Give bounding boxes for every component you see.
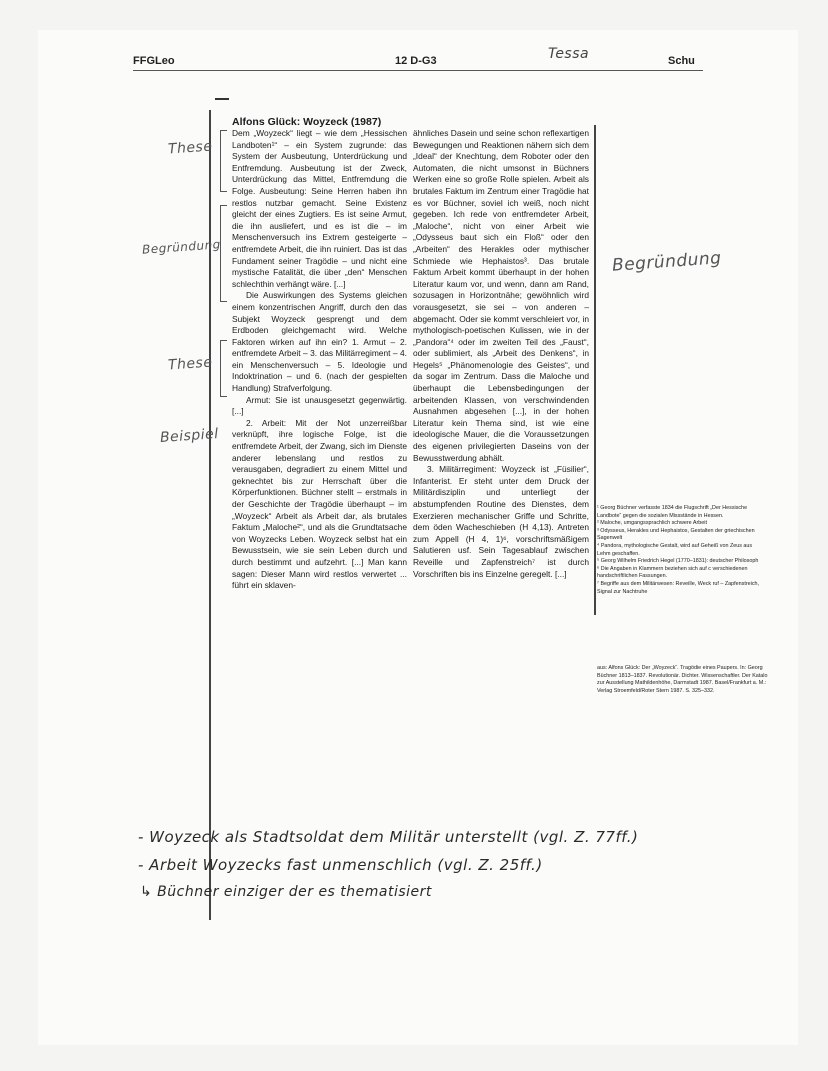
footnote: ⁶ Die Angaben in Klammern beziehen sich auf c verschiedenen handschriftlichen Fassungen. (597, 565, 748, 580)
header-center: 12 D-G3 (395, 55, 437, 67)
margin-line-right (594, 125, 596, 615)
footnote: ⁴ Pandora, mythologische Gestalt, wird auf Geheiß von Zeus aus Lehm geschaffen. (597, 542, 753, 557)
annotation-these-1: These (167, 138, 213, 158)
bottom-note-2: - Arbeit Woyzecks fast unmenschlich (vgl. Z. 25ff.) (138, 856, 543, 874)
article-column-1 (232, 128, 407, 592)
paragraph: 3. Militärregiment: Woyzeck ist „Füsilier“, Infanterist. Er steht unter dem Druck der Militärdisziplin und unterliegt der abstumpfenden Routine des Dienstes, dem Exerzieren mechanischer Griffe und Schritte, dem öden Wacheschieben (H 4,13). Antreten zum Appell (H 4, 1)⁶, vorschriftsmäßigem Salutieren usf. Sein Tagesablauf zwischen Reveille und Zapfenstreich⁷ ist durch Vorschriften bis ins Einzelne geregelt. [...] (413, 464, 589, 579)
article-title: Alfons Glück: Woyzeck (1987) (232, 116, 382, 128)
annotation-beispiel: Beispiel (159, 425, 220, 447)
paragraph: Die Auswirkungen des Systems gleichen einem konzentrischen Angriff, durch den das Subjekt Woyzeck gesprengt und dem Erdboden gleichgemacht wird. Welche Faktoren wirken auf ihn ein? 1. Armut – 2. entfremdete Arbeit – 3. das Militärregiment – 4. ein Menschenversuch – 5. Ideologie und Indoktrination – und 6. (nach der gespielten Handlung) Strafverfolgung. (232, 290, 407, 394)
bracket-begruendung (220, 205, 227, 302)
footnotes (597, 505, 767, 596)
paragraph: 2. Arbeit: Mit der Not unzerreißbar verknüpft, ihre logische Folge, ist die entfremdete Arbeit, der Zwang, sich im Dienste anderer lebenslang und restlos zu verausgaben, degradiert zu einem Mittel und geknechtet bis zur Herrschaft über die Körperfunktionen. Büchner stellt – erstmals in der Geschichte der Tragödie überhaupt – im „Woyzeck“ Arbeit als Arbeit dar, als brutales Faktum „Maloche²“, und als die Grundtatsache von Woyzecks Leben. Woyzeck selbst hat ein Bewusstsein, wie sie sein Leben durch und durch bestimmt und aufzehrt. [...] Man kann sagen: Dieser Mann wird restlos verwertet ... führt ein sklaven- (232, 417, 407, 591)
footnote: ⁵ Georg Wilhelm Friedrich Hegel (1770–1831): deutscher Philosoph (597, 558, 759, 565)
footnote: ¹ Georg Büchner verfasste 1834 die Flugschrift „Der Hessische Landbote“ gegen die sozialen Missstände in Hessen. (597, 505, 748, 519)
paragraph: Dem „Woyzeck“ liegt – wie dem „Hessischen Landboten¹“ – ein System zugrunde: das System der Ausbeutung, Unterdrückung und Entfremdung. Ausbeutung ist der Zweck, Unterdrückung das Mittel, Entfremdung die Folge. Ausbeutung: Seine Herren haben ihn restlos nutzbar gemacht. Seine Existenz gleicht der eines Zugtiers. Es ist seine Armut, die ihn ausliefert, und es ist die – im Menschenversuch ins Extrem gesteigerte – entfremdete Arbeit, die ihn ruiniert. Das ist das Fundament seiner Tragödie – und nicht eine mystische Fatalität, die über „den“ Menschen schlechthin verhängt wäre. [...] (232, 128, 407, 289)
paragraph: ähnliches Dasein und seine schon reflexartigen Bewegungen und Reaktionen nähern sich dem „Ideal“ der Knechtung, dem Roboter oder den Automaten, die nicht umsonst in Büchners Werken eine so große Rolle spielen. Arbeit als brutales Faktum im Zentrum einer Tragödie hat es vor Büchner, soviel ich weiß, noch nicht gegeben. Ich rede von entfremdeter Arbeit, „Maloche“, nicht von einer Arbeit wie „Odysseus baut sich ein Floß“ oder den „Arbeiten“ des Herakles oder mythischer Schmiede wie Hephaistos³. Das brutale Faktum Arbeit kommt überhaupt in der hohen Literatur kaum vor, und wenn, dann am Rand, sozusagen in Horizontnähe; gewöhnlich wird vorausgesetzt, sie sei – von anderen – abgemacht. Oder sie kommt verschleiert vor, in mythologisch-poetischen Kulissen, wie in der „Pandora“⁴ oder im zweiten Teil des „Faust“, oder sublimiert, als „Arbeit des Denkens“, in Hegels⁵ „Phänomenologie des Geistes“, und da sogar im Zentrum. Dass die Maloche und überhaupt die Lebensbedingungen der arbeitenden Klassen, von verschwindenden Ausnahmen abgesehen [...], in der hohen Literatur kein Thema sind, ist wie eine ideologische Mauer, die die Voraussetzungen des eigenen privilegierten Daseins von der Bewusstwerdung abhält. (413, 128, 589, 463)
bracket-these-1 (220, 130, 227, 192)
source-citation: aus: Alfons Glück: Der „Woyzeck“. Tragödie eines Paupers. In: Georg Büchner 1813–1837. Revolutionär. Dichter. Wissenschaftler. Der Katalo zur Ausstellung Mathildenhöhe, Darmstadt 1987. Basel/Frankfurt a. M.: Verlag Stroemfeld/Roter Stern 1987. S. 325–332. (597, 665, 768, 694)
footnote: ⁷ Begriffe aus dem Militärwesen: Reveille, Weck ruf – Zapfenstreich, Signal zur Nachtruhe (597, 580, 760, 595)
annotation-these-2: These (167, 354, 213, 374)
footnote: ² Maloche, umgangssprachlich schwere Arbeit (597, 520, 707, 527)
header-divider (133, 70, 703, 71)
paragraph: Armut: Sie ist unausgesetzt gegenwärtig. [...] (232, 394, 407, 417)
article-column-2 (413, 128, 589, 580)
bracket-these-2 (220, 340, 227, 397)
bottom-note-3: ↳ Büchner einziger der es thematisiert (140, 884, 432, 900)
footnote: ³ Odysseus, Herakles und Hephaistos, Gestalten der griechischen Sagenwelt (597, 527, 755, 542)
bottom-note-1: - Woyzeck als Stadtsoldat dem Militär unterstellt (vgl. Z. 77ff.) (138, 828, 639, 846)
annotation-begruendung-right: Begründung (611, 248, 723, 276)
header-left: FFGLeo (133, 55, 175, 67)
header-right: Schu (668, 55, 695, 67)
header-signature: Tessa (548, 46, 590, 62)
margin-line (209, 110, 211, 920)
dash-mark (215, 98, 229, 100)
annotation-begruendung-left: Begründung (141, 237, 222, 257)
